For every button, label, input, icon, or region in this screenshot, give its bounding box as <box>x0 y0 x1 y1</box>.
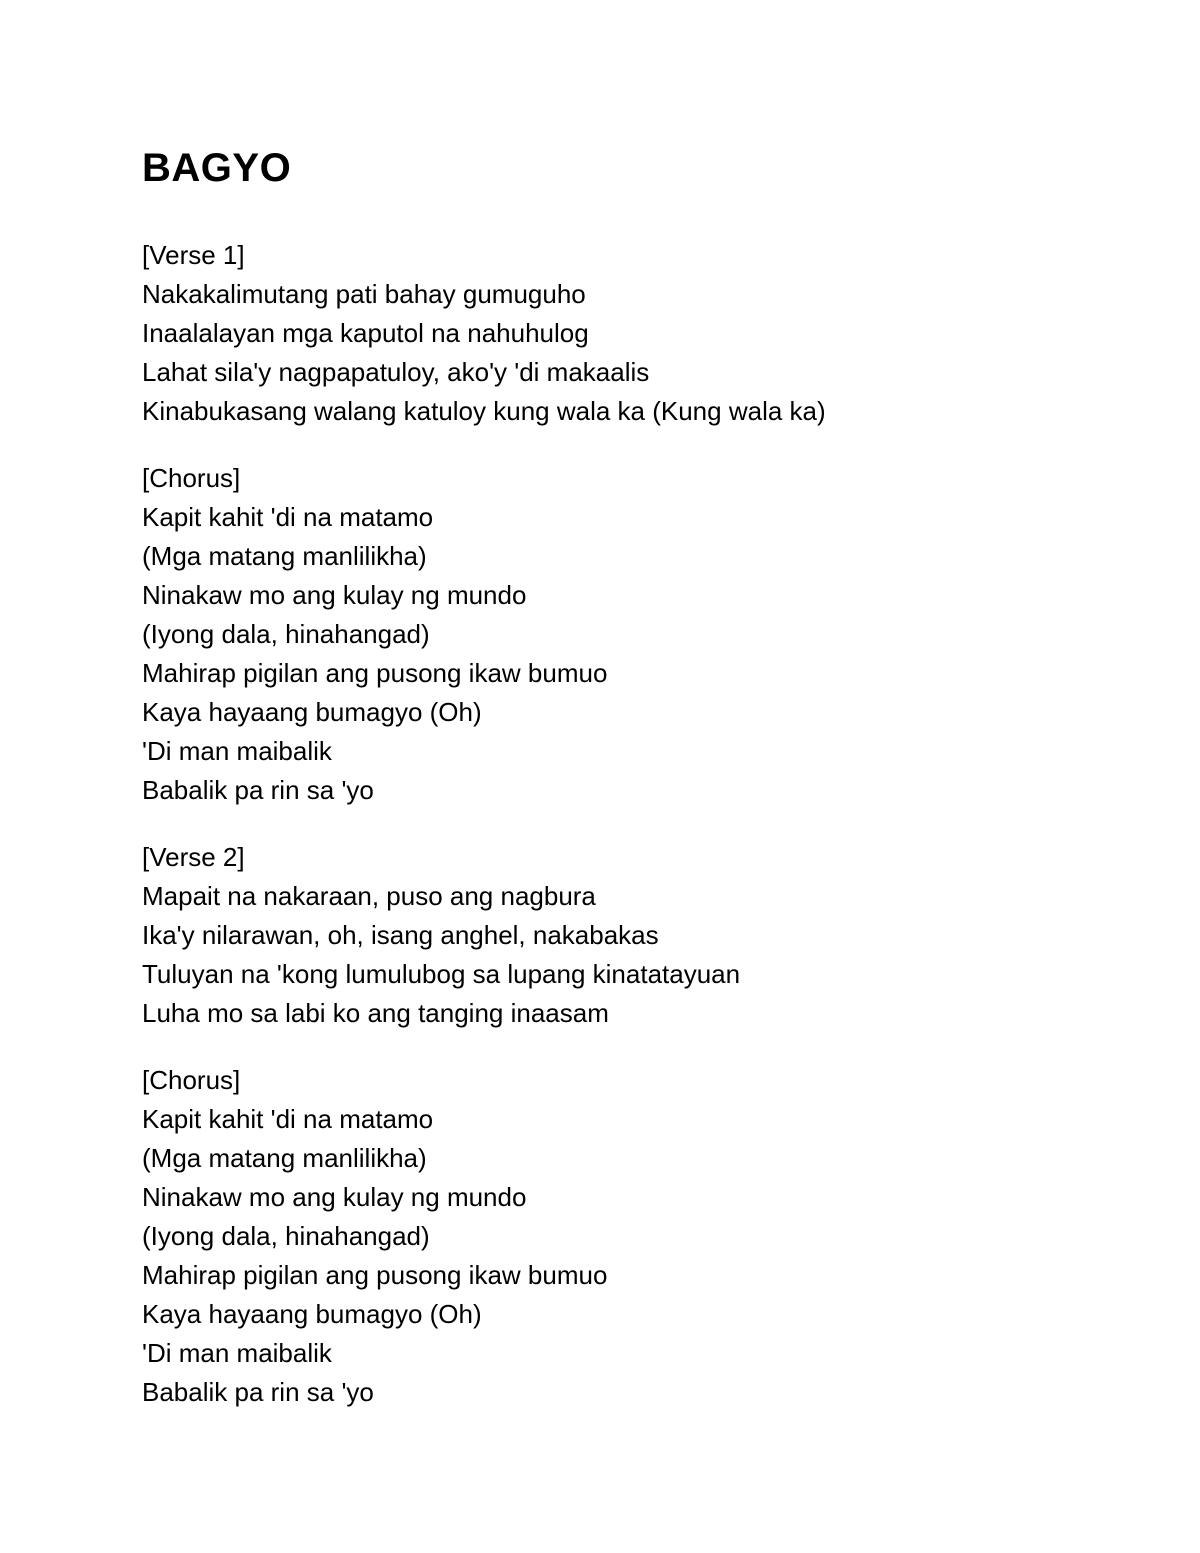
lyric-line: Kapit kahit 'di na matamo <box>142 1104 434 1134</box>
lyric-line: Kaya hayaang bumagyo (Oh) <box>142 697 482 727</box>
lyric-line: (Iyong dala, hinahangad) <box>142 1221 430 1251</box>
lyrics-section-verse-2 <box>142 838 1142 1033</box>
lyric-line: (Mga matang manlilikha) <box>142 1143 427 1173</box>
lyric-line: Nakakalimutang pati bahay gumuguho <box>142 279 586 309</box>
lyric-line: Babalik pa rin sa 'yo <box>142 775 374 805</box>
lyric-line: Babalik pa rin sa 'yo <box>142 1377 374 1407</box>
lyric-line: Mahirap pigilan ang pusong ikaw bumuo <box>142 658 608 688</box>
lyric-line: 'Di man maibalik <box>142 736 332 766</box>
lyrics-section-verse-1 <box>142 236 1142 431</box>
song-title: BAGYO <box>142 146 292 190</box>
lyric-line: (Mga matang manlilikha) <box>142 541 427 571</box>
lyric-line: Lahat sila'y nagpapatuloy, ako'y 'di makaalis <box>142 357 650 387</box>
lyrics-section-chorus-2 <box>142 1061 1142 1412</box>
lyric-line: Luha mo sa labi ko ang tanging inaasam <box>142 998 609 1028</box>
section-heading: [Verse 1] <box>142 240 245 270</box>
lyric-line: 'Di man maibalik <box>142 1338 332 1368</box>
lyric-line: Inaalalayan mga kaputol na nahuhulog <box>142 318 589 348</box>
lyric-line: Ika'y nilarawan, oh, isang anghel, nakabakas <box>142 920 659 950</box>
lyric-line: Ninakaw mo ang kulay ng mundo <box>142 580 527 610</box>
lyric-line: Kinabukasang walang katuloy kung wala ka (Kung wala ka) <box>142 396 826 426</box>
lyrics-body <box>142 236 1142 1440</box>
section-heading: [Chorus] <box>142 1065 241 1095</box>
lyric-line: (Iyong dala, hinahangad) <box>142 619 430 649</box>
section-heading: [Chorus] <box>142 463 241 493</box>
lyric-line: Tuluyan na 'kong lumulubog sa lupang kinatatayuan <box>142 959 741 989</box>
lyric-line: Mahirap pigilan ang pusong ikaw bumuo <box>142 1260 608 1290</box>
lyric-line: Kapit kahit 'di na matamo <box>142 502 434 532</box>
section-heading: [Verse 2] <box>142 842 245 872</box>
lyrics-section-chorus-1 <box>142 459 1142 810</box>
lyric-line: Mapait na nakaraan, puso ang nagbura <box>142 881 596 911</box>
lyric-line: Ninakaw mo ang kulay ng mundo <box>142 1182 527 1212</box>
lyric-line: Kaya hayaang bumagyo (Oh) <box>142 1299 482 1329</box>
